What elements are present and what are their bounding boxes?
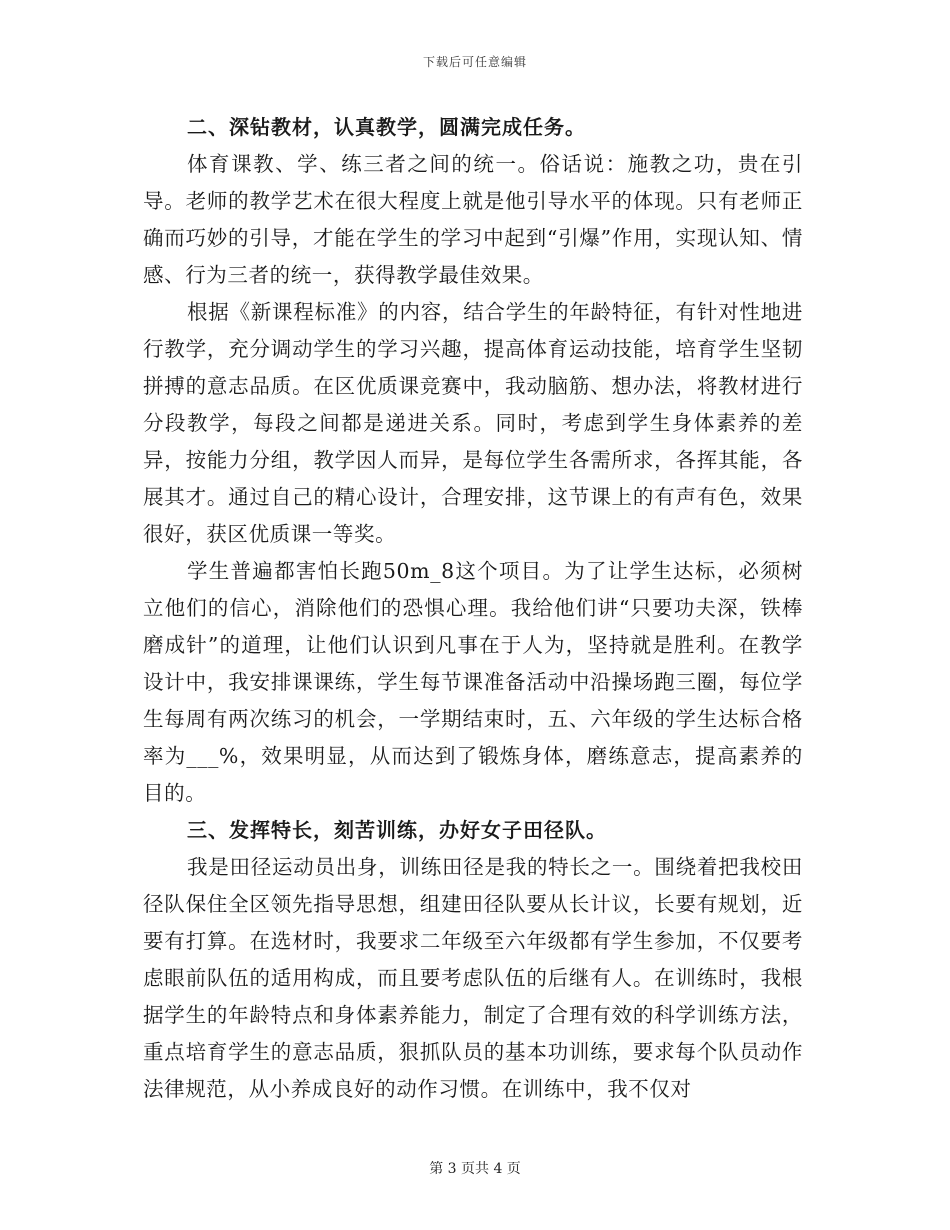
section-heading-3: 三、发挥特长，刻苦训练，办好女子田径队。 — [187, 818, 607, 842]
paragraph-track-team: 我是田径运动员出身，训练田径是我的特长之一。围绕着把我校田径队保住全区领先指导思想，组建田径队要从长计议，长要有规划，近要有打算。在选材时，我要求二年级至六年级都有学生参加，不仅要考虑眼前队伍的适用构成，而且要考虑队伍的后继有人。在训练时，我根据学生的年龄特点和身体素养能力，制定了合理有效的科学训练方法，重点培育学生的意志品质，狠抓队员的基本功训练，要求每个队员动作法律规范，从小养成良好的动作习惯。在训练中，我不仅对 — [143, 855, 803, 1101]
section-heading-2: 二、深钻教材，认真教学，圆满完成任务。 — [187, 115, 586, 139]
paragraph-curriculum-standard: 根据《新课程标准》的内容，结合学生的年龄特征，有针对性地进行教学，充分调动学生的学习兴趣，提高体育运动技能，培育学生坚韧拼搏的意志品质。在区优质课竞赛中，我动脑筋、想办法，将教材进行分段教学，每段之间都是递进关系。同时，考虑到学生身体素养的差异，按能力分组，教学因人而异，是每位学生各需所求，各挥其能，各展其才。通过自己的精心设计，合理安排，这节课上的有声有色，效果很好，获区优质课一等奖。 — [143, 300, 803, 546]
paragraph-teaching-unity: 体育课教、学、练三者之间的统一。俗话说：施教之功，贵在引导。老师的教学艺术在很大程度上就是他引导水平的体现。只有老师正确而巧妙的引导，才能在学生的学习中起到“引爆”作用，实现认知、情感、行为三者的统一，获得教学最佳效果。 — [143, 152, 803, 287]
page-footer: 第 3 页共 4 页 — [429, 1161, 521, 1177]
page-header: 下载后可任意编辑 — [422, 55, 527, 69]
document-body — [143, 109, 803, 1108]
paragraph-long-distance-running: 学生普遍都害怕长跑50m_8这个项目。为了让学生达标，必须树立他们的信心，消除他们的恐惧心理。我给他们讲“只要功夫深，铁棒磨成针”的道理，让他们认识到凡事在于人为，坚持就是胜利。在教学设计中，我安排课课练，学生每节课准备活动中沿操场跑三圈，每位学生每周有两次练习的机会，一学期结束时，五、六年级的学生达标合格率为___%，效果明显，从而达到了锻炼身体，磨练意志，提高素养的目的。 — [143, 559, 803, 805]
